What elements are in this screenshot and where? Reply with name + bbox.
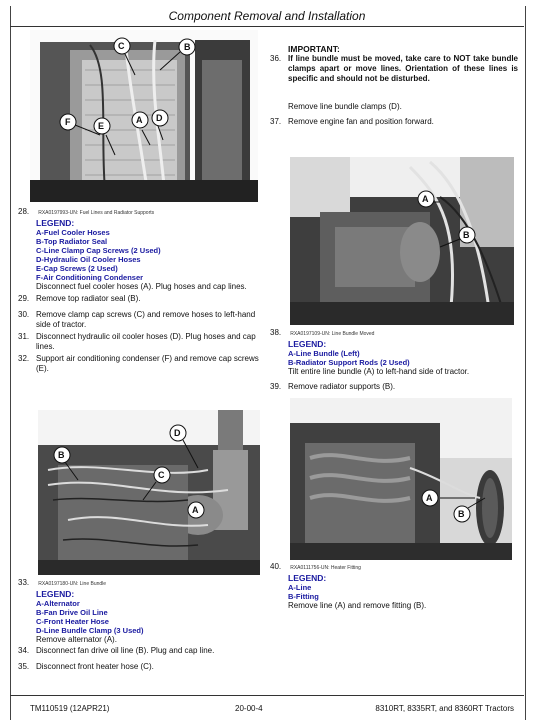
step-29: 29. Remove top radiator seal (B).: [18, 294, 141, 303]
step-37: 37. Remove engine fan and position forward.: [270, 117, 434, 126]
callout-a: [418, 191, 440, 207]
step-28: 28. RXA0197993-UN: Fuel Lines and Radiator Supports LEGEND: A-Fuel Cooler Hoses B-Top Radiator Seal C-Line Clamp Cap Screws (2 Used) D-Hydraulic Oil Cooler Hoses E-Cap Screws (2 Used) F-Air Conditioning Condenser Disconnect fuel cooler hoses (A). Plug hoses and cap lines.: [18, 207, 263, 292]
callout-b: [54, 447, 78, 480]
legend-item: C-Front Heater Hose: [36, 617, 109, 626]
page-header: [10, 6, 524, 27]
figure-heater-fitting-callouts: [290, 398, 512, 560]
callout-a: [132, 112, 150, 145]
step-text: Remove line (A) and remove fitting (B).: [288, 601, 427, 610]
callout-b: [160, 39, 195, 70]
svg-text:C: C: [118, 41, 125, 51]
step-text: Remove line bundle clamps (D).: [288, 102, 402, 111]
svg-text:A: A: [422, 194, 429, 204]
callout-b: [454, 498, 485, 522]
svg-text:D: D: [174, 428, 181, 438]
legend-item: D-Hydraulic Oil Cooler Hoses: [36, 255, 141, 264]
figure-fuel-lines-callouts: [30, 30, 258, 202]
callout-c: [143, 467, 170, 500]
step-35: 35. Disconnect front heater hose (C).: [18, 662, 154, 671]
step-36: IMPORTANT: 36. If line bundle must be moved, take care to NOT take bundle clamps apart or move lines. Orientation of these lines is specific and should not be disturbed. Remove line bundle clamps (D).: [270, 44, 518, 111]
callout-c: [114, 38, 135, 75]
figure-caption: RXA0197993-UN: Fuel Lines and Radiator Supports: [38, 210, 155, 216]
callout-e: [94, 118, 115, 155]
legend-title: LEGEND:: [36, 589, 75, 599]
footer-page-number: 20-00-4: [235, 704, 263, 713]
legend-item: A-Line Bundle (Left): [288, 349, 360, 358]
figure-line-bundle-moved-callouts: [290, 157, 514, 325]
svg-text:D: D: [156, 113, 163, 123]
svg-text:B: B: [463, 230, 470, 240]
step-40: 40. RXA0111756-UN: Heater Fitting LEGEND: A-Line B-Fitting Remove line (A) and remove fitting (B).: [270, 562, 518, 611]
legend-title: LEGEND:: [288, 339, 327, 349]
legend-item: B-Fan Drive Oil Line: [36, 608, 108, 617]
svg-text:A: A: [192, 505, 199, 515]
figure-caption: RXA0111756-UN: Heater Fitting: [290, 565, 361, 571]
svg-text:B: B: [58, 450, 65, 460]
legend-item: A-Fuel Cooler Hoses: [36, 228, 110, 237]
footer-doc-id: TM110519 (12APR21): [30, 704, 110, 713]
svg-text:B: B: [184, 42, 191, 52]
step-39: 39. Remove radiator supports (B).: [270, 382, 396, 391]
callout-a: [188, 502, 204, 518]
page-title: Component Removal and Installation: [168, 9, 366, 23]
important-text: If line bundle must be moved, take care to NOT take bundle clamps apart or move lines. Orientation of these lines is specific and should not be disturbed.: [288, 54, 518, 83]
step-text: Remove alternator (A).: [36, 635, 117, 644]
step-31: 31. Disconnect hydraulic oil cooler hoses (D). Plug hoses and cap lines.: [18, 332, 256, 351]
legend-item: B-Radiator Support Rods (2 Used): [288, 358, 410, 367]
legend-item: B-Top Radiator Seal: [36, 237, 108, 246]
step-text: Disconnect fuel cooler hoses (A). Plug hoses and cap lines.: [36, 282, 247, 291]
callout-b: [440, 227, 475, 247]
callout-a: [422, 490, 475, 506]
callout-d: [152, 110, 168, 140]
step-33: 33. RXA0197180-UN: Line Bundle LEGEND: A-Alternator B-Fan Drive Oil Line C-Front Heater Hose D-Line Bundle Clamp (3 Used) Remove alternator (A).: [18, 578, 263, 645]
page-footer: [10, 695, 524, 721]
svg-text:A: A: [136, 115, 143, 125]
legend-item: C-Line Clamp Cap Screws (2 Used): [36, 246, 161, 255]
step-34: 34. Disconnect fan drive oil line (B). Plug and cap line.: [18, 646, 215, 655]
legend-item: B-Fitting: [288, 592, 319, 601]
legend-item: A-Alternator: [36, 599, 80, 608]
legend-item: A-Line: [288, 583, 312, 592]
svg-text:F: F: [65, 117, 71, 127]
legend-item: E-Cap Screws (2 Used): [36, 264, 118, 273]
legend-title: LEGEND:: [36, 218, 75, 228]
figure-caption: RXA0197109-UN: Line Bundle Moved: [290, 331, 375, 337]
step-30: 30. Remove clamp cap screws (C) and remove hoses to left-hand side of tractor.: [18, 310, 256, 329]
step-38: 38. RXA0197109-UN: Line Bundle Moved LEGEND: A-Line Bundle (Left) B-Radiator Support Rods (2 Used) Tilt entire line bundle (A) to left-hand side of tractor.: [270, 328, 518, 377]
figure-line-bundle-callouts: [38, 410, 260, 575]
callout-d: [170, 425, 198, 468]
svg-text:B: B: [458, 509, 465, 519]
important-title: IMPORTANT:: [288, 44, 340, 54]
legend-item: D-Line Bundle Clamp (3 Used): [36, 626, 144, 635]
legend-title: LEGEND:: [288, 573, 327, 583]
legend-item: F-Air Conditioning Condenser: [36, 273, 144, 282]
svg-text:A: A: [426, 493, 433, 503]
svg-text:C: C: [158, 470, 165, 480]
step-text: Tilt entire line bundle (A) to left-hand side of tractor.: [288, 367, 470, 376]
svg-text:E: E: [98, 121, 105, 131]
footer-models: 8310RT, 8335RT, and 8360RT Tractors: [375, 704, 514, 713]
step-32: 32. Support air conditioning condenser (F) and remove cap screws (E).: [18, 354, 259, 373]
figure-caption: RXA0197180-UN: Line Bundle: [38, 581, 107, 587]
